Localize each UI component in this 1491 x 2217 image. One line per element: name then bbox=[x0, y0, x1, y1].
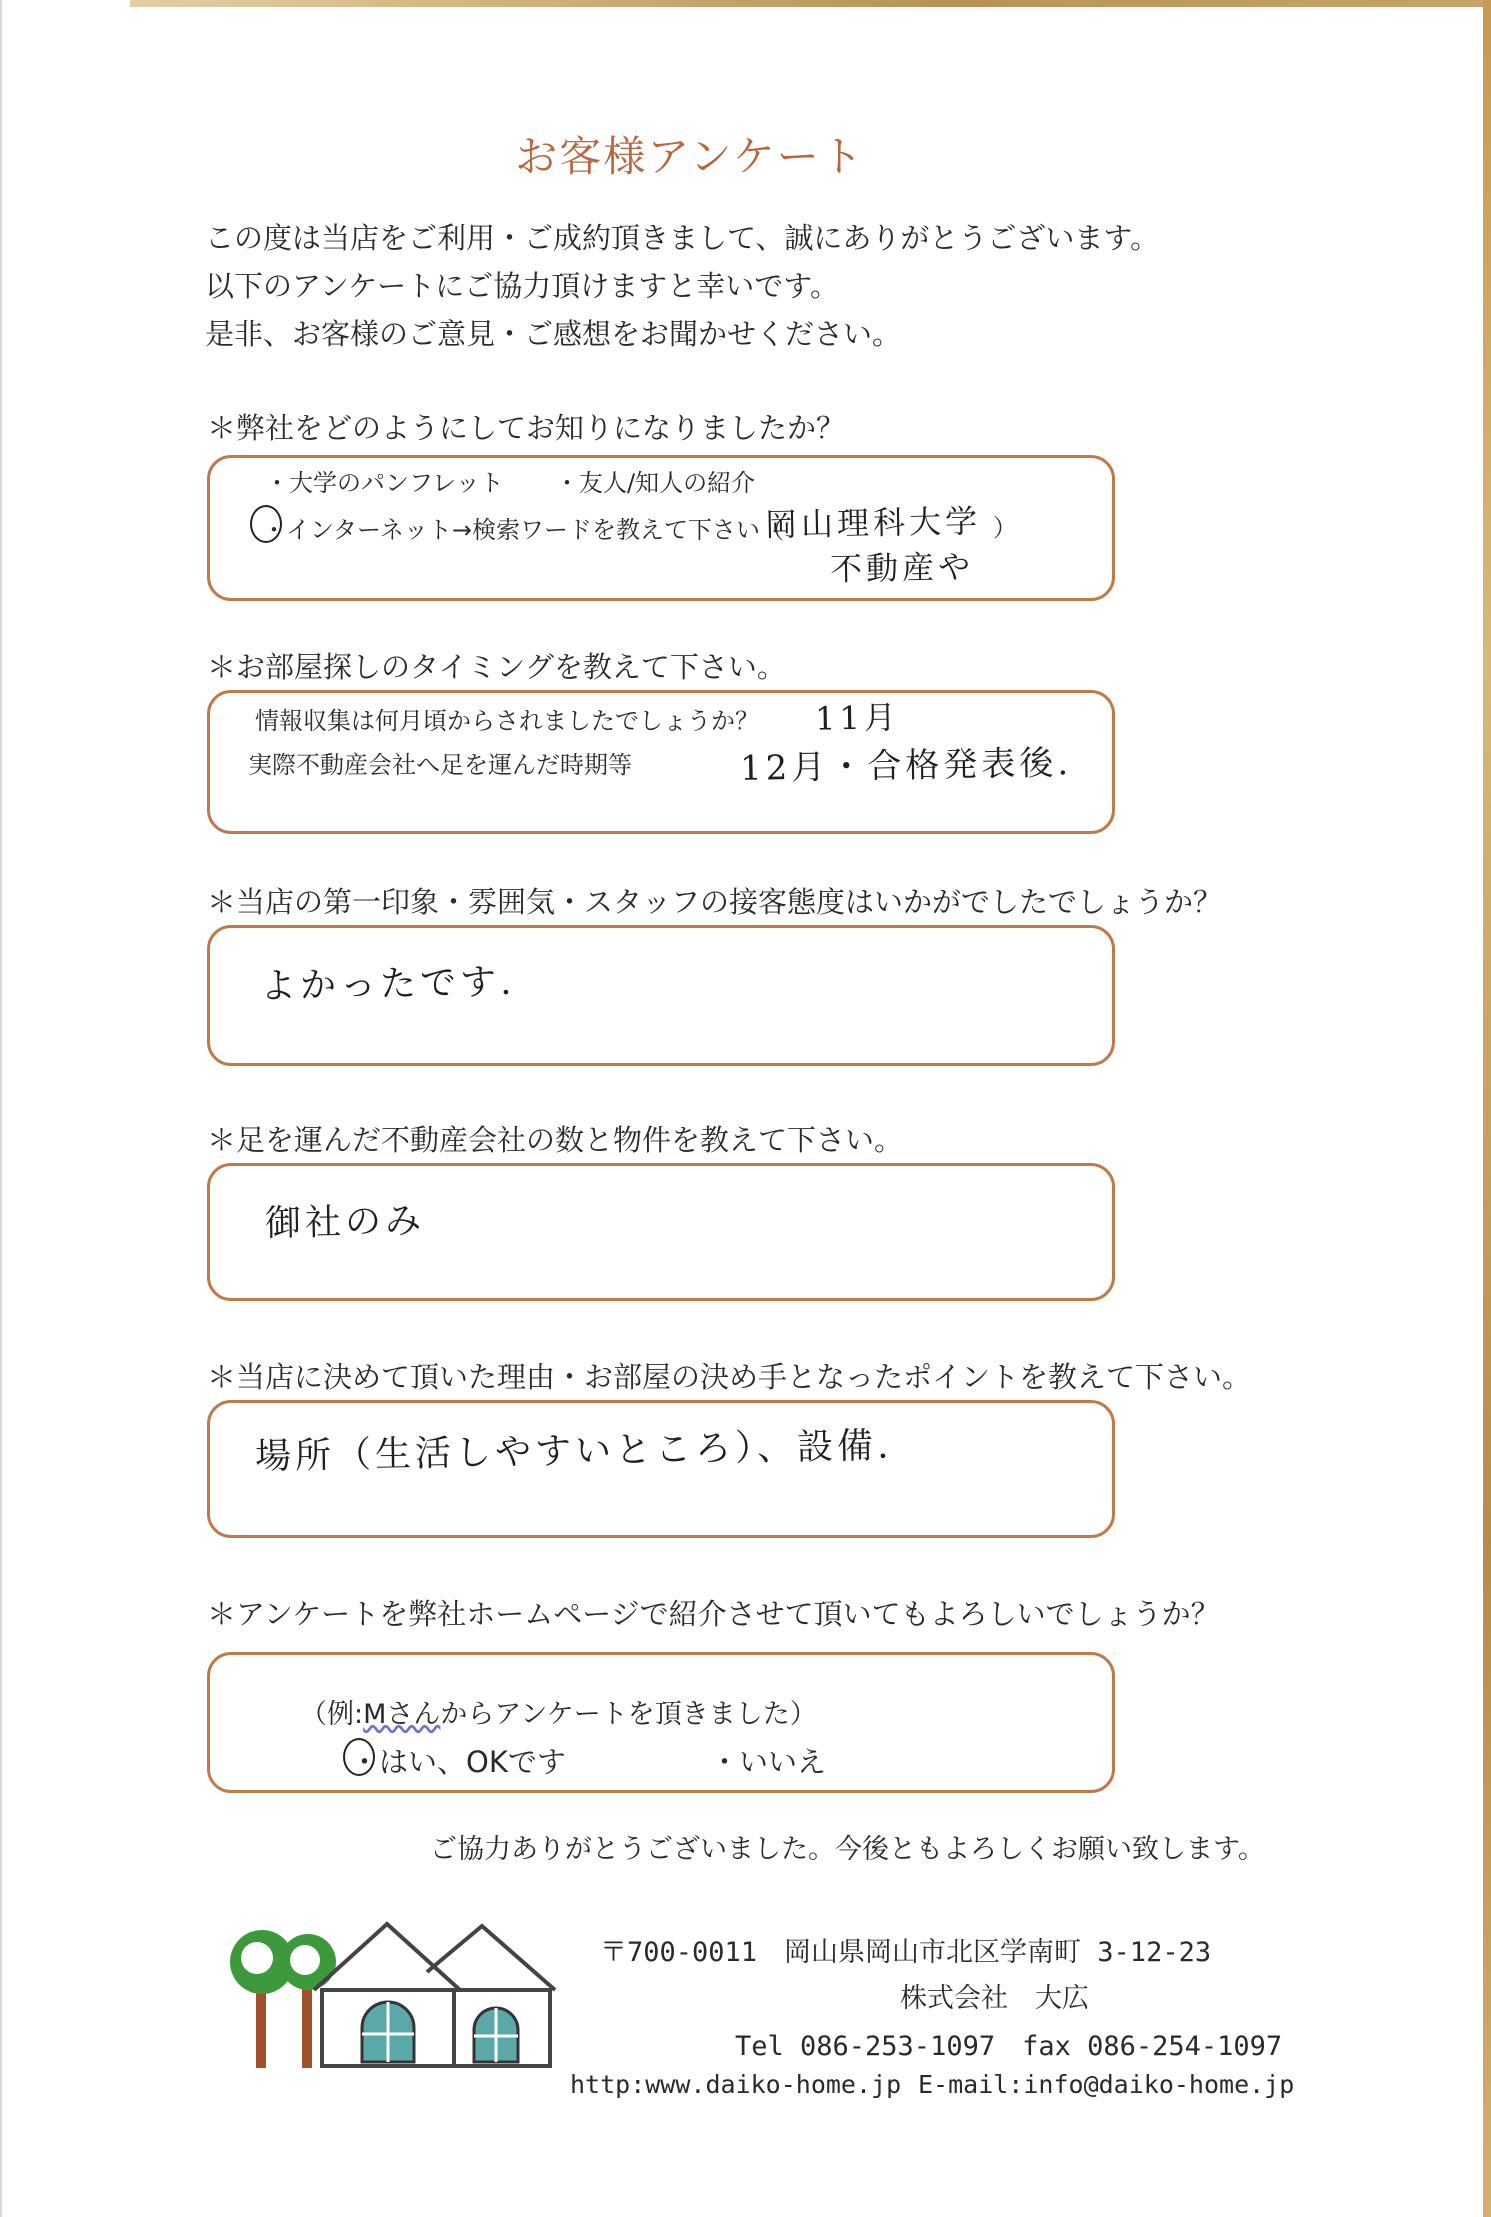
choice-no: ・いいえ bbox=[710, 1745, 827, 1779]
handwritten-search-word-1: 岡山理科大学 bbox=[764, 502, 982, 544]
answer-box-how-found bbox=[207, 455, 1115, 601]
page-top-border bbox=[130, 0, 1491, 7]
company-logo bbox=[222, 1920, 562, 2070]
example-note-name: Mさん bbox=[363, 1699, 441, 1730]
company-name: 株式会社 大広 bbox=[900, 1983, 1089, 2014]
question-how-found: ＊弊社をどのようにしてお知りになりましたか？ bbox=[207, 411, 846, 445]
tree-icon-right bbox=[280, 1934, 336, 2068]
company-phones: Tel 086-253-1097 fax 086-254-1097 bbox=[735, 2031, 1283, 2062]
thanks-message: ご協力ありがとうございました。今後ともよろしくお願い致します。 bbox=[430, 1834, 1265, 1865]
example-note-prefix: （例: bbox=[300, 1699, 364, 1730]
question-companies-visited: ＊足を運んだ不動産会社の数と物件を教えて下さい。 bbox=[207, 1123, 904, 1157]
handwritten-answer-reason: 場所（生活しやすいところ）、設備. bbox=[254, 1425, 893, 1478]
option-internet: ・インターネット→検索ワードを教えて下さい（ bbox=[262, 516, 784, 544]
handwritten-search-word-2: 不動産や bbox=[829, 547, 975, 589]
intro-line-2: 以下のアンケートにご協力頂けますと幸いです。 bbox=[205, 269, 839, 303]
example-note bbox=[300, 1692, 817, 1731]
question-first-impression: ＊当店の第一印象・雰囲気・スタッフの接客態度はいかがでしたでしょうか？ bbox=[207, 885, 1223, 919]
option-friend-referral: ・友人/知人の紹介 bbox=[555, 469, 756, 497]
subquestion-visit-timing: 実際不動産会社へ足を運んだ時期等 bbox=[248, 751, 632, 779]
survey-title: お客様アンケート bbox=[515, 132, 865, 181]
answer-box-timing bbox=[207, 690, 1115, 834]
house-window-left bbox=[362, 2002, 414, 2062]
handwritten-answer-companies: 御社のみ bbox=[264, 1200, 426, 1245]
intro-line-1: この度は当店をご利用・ご成約頂きまして、誠にありがとうございます。 bbox=[205, 221, 1160, 255]
page-right-border bbox=[1483, 0, 1491, 2217]
question-decision-reason: ＊当店に決めて頂いた理由・お部屋の決め手となったポイントを教えて下さい。 bbox=[207, 1360, 1252, 1394]
company-website: http:www.daiko-home.jp bbox=[570, 2070, 902, 2099]
question-homepage-permission: ＊アンケートを弊社ホームページで紹介させて頂いてもよろしいでしょうか？ bbox=[207, 1597, 1220, 1631]
answer-box-first-impression bbox=[207, 925, 1115, 1066]
company-email: E-mail:info@daiko-home.jp bbox=[918, 2070, 1295, 2099]
answer-box-companies-visited bbox=[207, 1163, 1115, 1301]
handwritten-answer-impression: よかったです. bbox=[259, 961, 516, 1008]
intro-text bbox=[205, 214, 1255, 358]
handwritten-answer-visit: 12月・合格発表後. bbox=[739, 743, 1073, 789]
house-window-right bbox=[474, 2008, 518, 2062]
subquestion-info-gathering: 情報収集は何月頃からされましたでしょうか？ bbox=[255, 707, 759, 735]
question-timing: ＊お部屋探しのタイミングを教えて下さい。 bbox=[207, 650, 786, 684]
page-left-edge bbox=[0, 0, 2, 2217]
choice-yes-ok: ・はい、OKです bbox=[350, 1745, 566, 1779]
company-address: 〒700-0011 岡山県岡山市北区学南町 3-12-23 bbox=[600, 1937, 1212, 1968]
option-internet-close-paren: ） bbox=[993, 514, 1017, 542]
example-note-suffix: からアンケートを頂きました） bbox=[440, 1699, 817, 1730]
answer-box-homepage-permission bbox=[207, 1652, 1115, 1793]
option-university-pamphlet: ・大学のパンフレット bbox=[265, 469, 504, 497]
intro-line-3: 是非、お客様のご意見・ご感想をお聞かせください。 bbox=[205, 317, 902, 351]
answer-box-decision-reason bbox=[207, 1400, 1115, 1538]
handwritten-answer-month: 11月 bbox=[814, 698, 901, 738]
